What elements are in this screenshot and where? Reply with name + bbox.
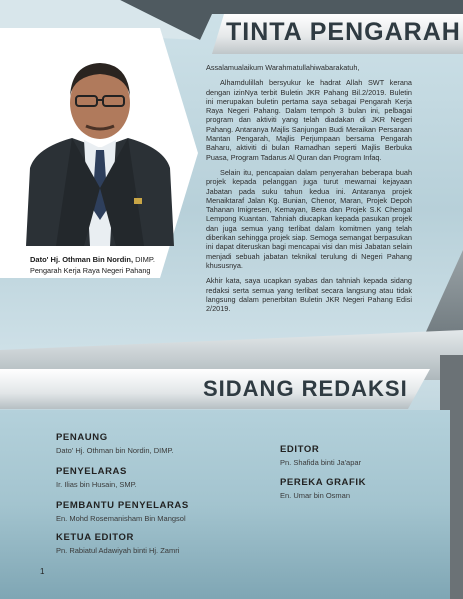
article-body [206, 63, 412, 319]
editor-label: EDITOR [280, 444, 320, 455]
director-portrait [26, 48, 174, 246]
penaung-label: PENAUNG [56, 432, 108, 443]
penyelaras-name: Ir. Ilias bin Husain, SMP. [56, 480, 137, 489]
ketua-editor-name: Pn. Rabiatul Adawiyah binti Hj. Zamri [56, 546, 180, 555]
page-title: TINTA PENGARAH [226, 18, 461, 46]
director-name-suffix: DIMP. [135, 255, 155, 264]
editor-name: Pn. Shafida binti Ja'apar [280, 458, 362, 467]
greeting: Assalamualaikum Warahmatullahiwabarakatuh, [206, 63, 360, 72]
penyelaras-label: PENYELARAS [56, 466, 127, 477]
article-paragraph-1: Alhamdulillah bersyukur ke hadrat Allah SWT kerana dengan izinNya terbit Buletin JKR Pahang Bil.2/2019. Buletin ini merupakan buletin pertama saya sebagai Pengarah Kerja Raya Negeri Pahang. Dalam tempoh 3 bulan ini, pelbagai program dan aktiviti yang telah diadakan di JKR Negeri Pahang. Antaranya Majlis Sanjungan Budi Meraikan Persaraan Mantan Pengarah, Majlis Perjumpaan bersama Pengarah Baharu, aktiviti di bulan Ramadhan seperti Majlis Berbuka Puasa, Program Tadarus Al Quran dan Program Infaq. [206, 78, 412, 162]
article-paragraph-2: Selain itu, pencapaian dalam penyerahan beberapa buah projek kepada pelanggan juga turut mewarnai kejayaan Jabatan pada suku tahun kedua ini. Antaranya projek Menaiktaraf Jalan Kg. Bunian, Chenor, Maran, Projek Depoh Tahanan Imigresen, Kemayan, Bera dan Projek S.K Chengal Lempong Kuantan. Tahniah diucapkan kepada pasukan projek dan juga semua yang terlibat dalam komitmen yang telah diberikan sehingga projek siap. Semoga semangat berpasukan ini dapat diteruskan bagi mencapai visi dan misi Jabatan selain menjadi sebuah jabatan teknikal terulung di Negeri Pahang khususnya. [206, 167, 412, 270]
article-paragraph-3: Akhir kata, saya ucapkan syabas dan tahniah kepada sidang redaksi serta semua yang terlibat secara langsung atau tidak langsung dalam penerbitan Buletin JKR Negeri Pahang Edisi 2/2019. [206, 276, 412, 314]
director-role: Pengarah Kerja Raya Negeri Pahang [30, 266, 151, 275]
page-number: 1 [40, 567, 45, 576]
ketua-editor-label: KETUA EDITOR [56, 532, 134, 543]
pembantu-label: PEMBANTU PENYELARAS [56, 500, 189, 511]
director-name [30, 255, 155, 264]
pereka-grafik-name: En. Umar bin Osman [280, 491, 351, 500]
pereka-grafik-label: PEREKA GRAFIK [280, 477, 367, 488]
section-title: SIDANG REDAKSI [203, 376, 408, 401]
pembantu-name: En. Mohd Rosemanisham Bin Mangsol [56, 514, 186, 523]
penaung-name: Dato' Hj. Othman bin Nordin, DIMP. [56, 446, 174, 455]
director-name-text: Dato' Hj. Othman Bin Nordin, [30, 255, 134, 264]
